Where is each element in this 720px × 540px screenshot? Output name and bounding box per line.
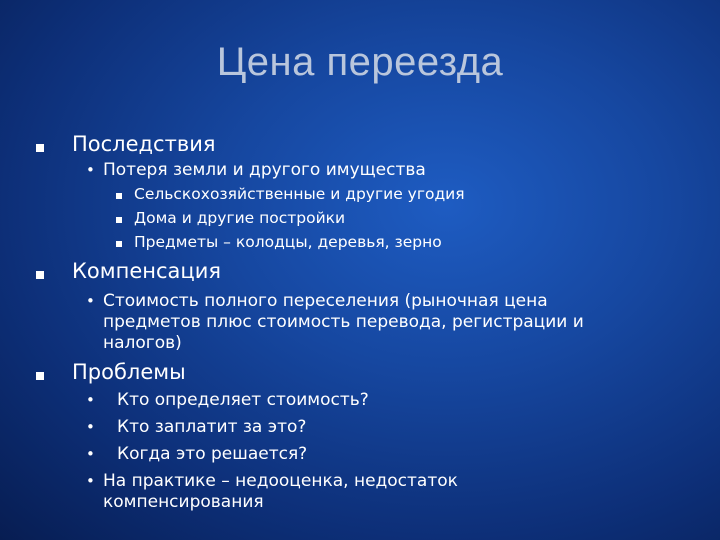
dot-bullet-icon: • [86, 292, 95, 310]
sub-bullet-cost-line-1: Стоимость полного переселения (рыночная цена [103, 291, 548, 311]
square-bullet-icon [116, 217, 122, 223]
sub-bullet-cost-line-3: налогов) [103, 333, 182, 353]
sub-bullet-when-decided: Когда это решается? [117, 444, 308, 464]
sub-bullet-land-loss: Потеря земли и другого имущества [103, 160, 426, 180]
dot-bullet-icon: • [86, 391, 95, 409]
sub-sub-bullet-agri: Сельскохозяйственные и другие угодия [134, 185, 465, 203]
dot-bullet-icon: • [86, 445, 95, 463]
dot-bullet-icon: • [86, 418, 95, 436]
bullet-compensation: Компенсация [72, 259, 221, 283]
dot-bullet-icon: • [86, 472, 95, 490]
sub-bullet-cost-line-2: предметов плюс стоимость перевода, регистрации и [103, 312, 584, 332]
square-bullet-icon [36, 372, 44, 380]
sub-bullet-in-practice-line-1: На практике – недооценка, недостаток [103, 471, 458, 491]
sub-bullet-in-practice-line-2: компенсирования [103, 492, 264, 512]
sub-sub-bullet-houses: Дома и другие постройки [134, 209, 346, 227]
sub-sub-bullet-items: Предметы – колодцы, деревья, зерно [134, 233, 442, 251]
square-bullet-icon [116, 241, 122, 247]
sub-bullet-who-pays: Кто заплатит за это? [117, 417, 307, 437]
bullet-consequences: Последствия [72, 132, 216, 156]
square-bullet-icon [116, 193, 122, 199]
dot-bullet-icon: • [86, 161, 95, 179]
sub-bullet-who-decides: Кто определяет стоимость? [117, 390, 369, 410]
slide-title: Цена переезда [216, 40, 504, 84]
square-bullet-icon [36, 271, 44, 279]
square-bullet-icon [36, 144, 44, 152]
bullet-problems: Проблемы [72, 360, 186, 384]
